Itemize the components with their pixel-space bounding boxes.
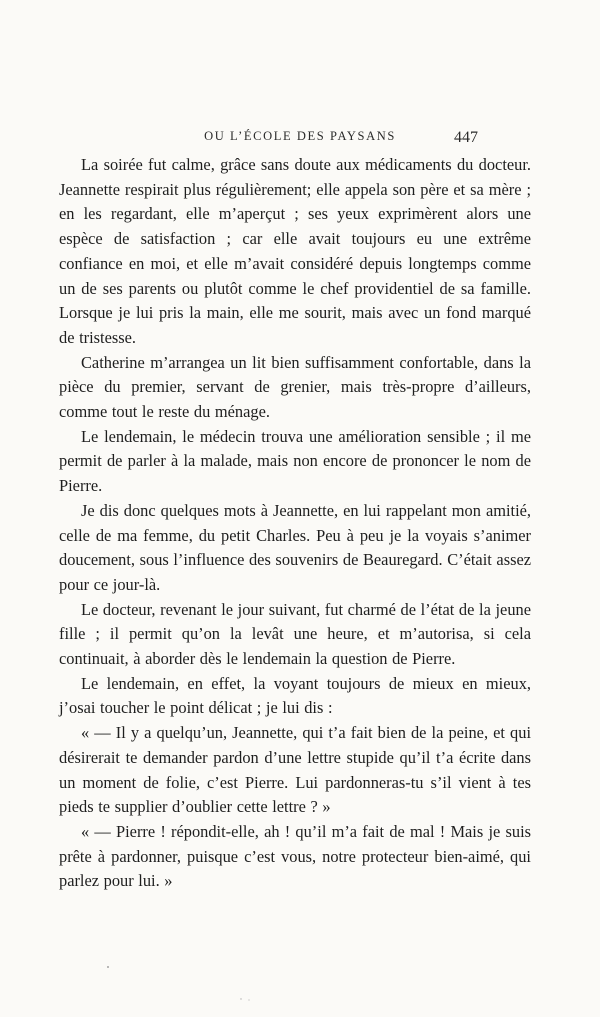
paper-speck xyxy=(240,998,241,999)
paragraph: La soirée fut calme, grâce sans doute aux médicaments du docteur. Jeannette respirait plus régulièrement; elle appela son père et sa mère ; en les regardant, elle m’aperçut ; ses yeux exprimèrent alors une espèce de satisfaction ; car elle avait toujours eu une extrême confiance en moi, et elle m’avait considéré depuis longtemps comme un de ses parents ou plutôt comme le chef providentiel de sa famille. Lorsque je lui pris la main, elle me sourit, mais avec un fond marqué de tristesse. xyxy=(59,155,531,347)
paragraph: Je dis donc quelques mots à Jeannette, en lui rappelant mon amitié, celle de ma femme, du petit Charles. Peu à peu je la voyais s’animer doucement, sous l’influence des souvenirs de Beauregard. C’était assez pour ce jour-là. xyxy=(59,500,531,594)
paragraph: « — Il y a quelqu’un, Jeannette, qui t’a fait bien de la peine, et qui désirerait te demander pardon d’une lettre stupide qu’il t’a écrite dans un moment de folie, c’est Pierre. Lui pardonneras-tu s’il vient à tes pieds te supplier d’oublier cette lettre ? » xyxy=(59,723,531,817)
paragraph: « — Pierre ! répondit-elle, ah ! qu’il m’a fait de mal ! Mais je suis prête à pardonner, puisque c’est vous, notre protecteur bien-aimé, qui parlez pour lui. » xyxy=(59,821,531,891)
paper-speck xyxy=(248,999,249,1000)
page-number: 447 xyxy=(454,129,478,146)
paragraph: Catherine m’arrangea un lit bien suffisamment confortable, dans la pièce du premier, servant de grenier, mais très-propre d’ailleurs, comme tout le reste du ménage. xyxy=(59,352,531,422)
paragraph: Le docteur, revenant le jour suivant, fut charmé de l’état de la jeune fille ; il permit qu’on la levât une heure, et m’autorisa, si cela continuait, à aborder dès le lendemain la question de Pierre. xyxy=(59,599,531,669)
paragraph: Le lendemain, en effet, la voyant toujours de mieux en mieux, j’osai toucher le point délicat ; je lui dis : xyxy=(59,673,531,718)
paper-speck xyxy=(107,966,109,968)
paragraph: Le lendemain, le médecin trouva une amélioration sensible ; il me permit de parler à la malade, mais non encore de prononcer le nom de Pierre. xyxy=(59,426,531,496)
running-title: OU L’ÉCOLE DES PAYSANS xyxy=(204,129,396,143)
